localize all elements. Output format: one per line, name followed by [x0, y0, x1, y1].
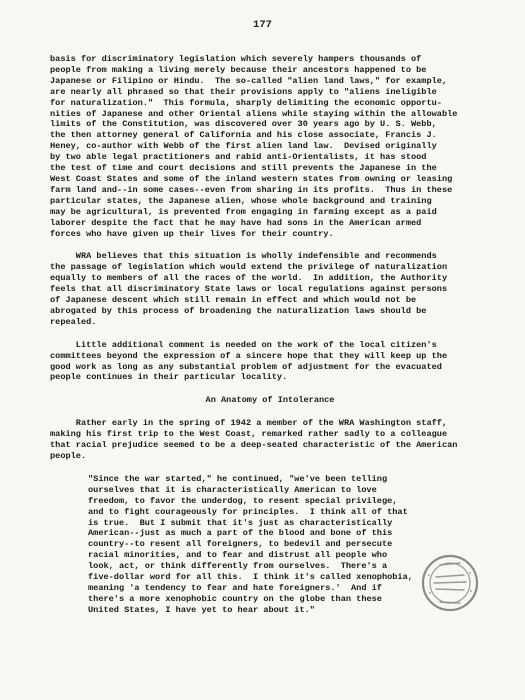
block-quote: "Since the war started," he continued, "we've been telling ourselves that it is characteristically American to love freedom, to favor the underdog, to resent special privilege, and to fight courageously for principles. I think all of that is true. But I submit that it's just as characteristically American--just as much a part of the blood and bone of this country--to resent all foreigners, to bedevil and persecute racial minorities, and to fear and distrust all people who look, act, or think differently from ourselves. There's a five-dollar word for all this. I think it's called xenophobia, meaning 'a tendency to fear and hate foreigners.' And if there's a more xenophobic country on the globe than these United States, I have yet to hear about it."	[88, 473, 413, 615]
document-body	[50, 54, 490, 616]
archive-stamp	[420, 553, 480, 613]
paragraph-citizen-committees: Little additional comment is needed on the work of the local citizen's committees beyond the expression of a sincere hope that they will keep up the good work as long as any substantial problem of adjustment for the evacuated people continues in their particular locality.	[50, 339, 448, 383]
paragraph-wra-staff-remark: Rather early in the spring of 1942 a member of the WRA Washington staff, making his first trip to the West Coast, remarked rather sadly to a colleague that racial prejudice seemed to be a deep-seated characteristic of the American people.	[50, 418, 458, 461]
paragraph-wra-recommendation: WRA believes that this situation is wholly indefensible and recommends the passage of legislation which would extend the privilege of naturalization equally to members of all the races of the world. In addition, the Authority feels that all discriminatory State laws or local regulations against persons of Japanese descent which still remain in effect and which would not be abrogated by this process of broadening the naturalization laws should be repealed.	[50, 251, 448, 327]
section-heading: An Anatomy of Intolerance	[205, 395, 335, 406]
page-number: 177	[253, 19, 272, 31]
paragraph-alien-land-laws: basis for discriminatory legislation which severely hampers thousands of people from making a living merely because their ancestors happened to be Japanese or Filipino or Hindu. The so-called "alien land laws," for example, are nearly all phrased so that their provisions apply to "aliens ineligible for naturalization." This formula, sharply delimiting the economic opportu- nities of Japanese and other Oriental aliens while staying within the allowable limits of the Constitution, was discovered over 30 years ago by U. S. Webb, the then attorney general of California and his close associate, Francis J. Heney, co-author with Webb of the first alien land law. Devised originally by two able legal practitioners and rabid anti-Orientalists, it has stood the test of time and court decisions and still prevents the Japanese in the West Coast States and some of the inland western states from owning or leasing farm land and--in some cases--even from sharing in its profits. Thus in these particular states, the Japanese alien, whose whole background and training may be agricultural, is prevented from engaging in farming except as a paid laborer despite the fact that he may have had sons in the American armed forces who have given up their lives for their country.	[50, 54, 458, 239]
